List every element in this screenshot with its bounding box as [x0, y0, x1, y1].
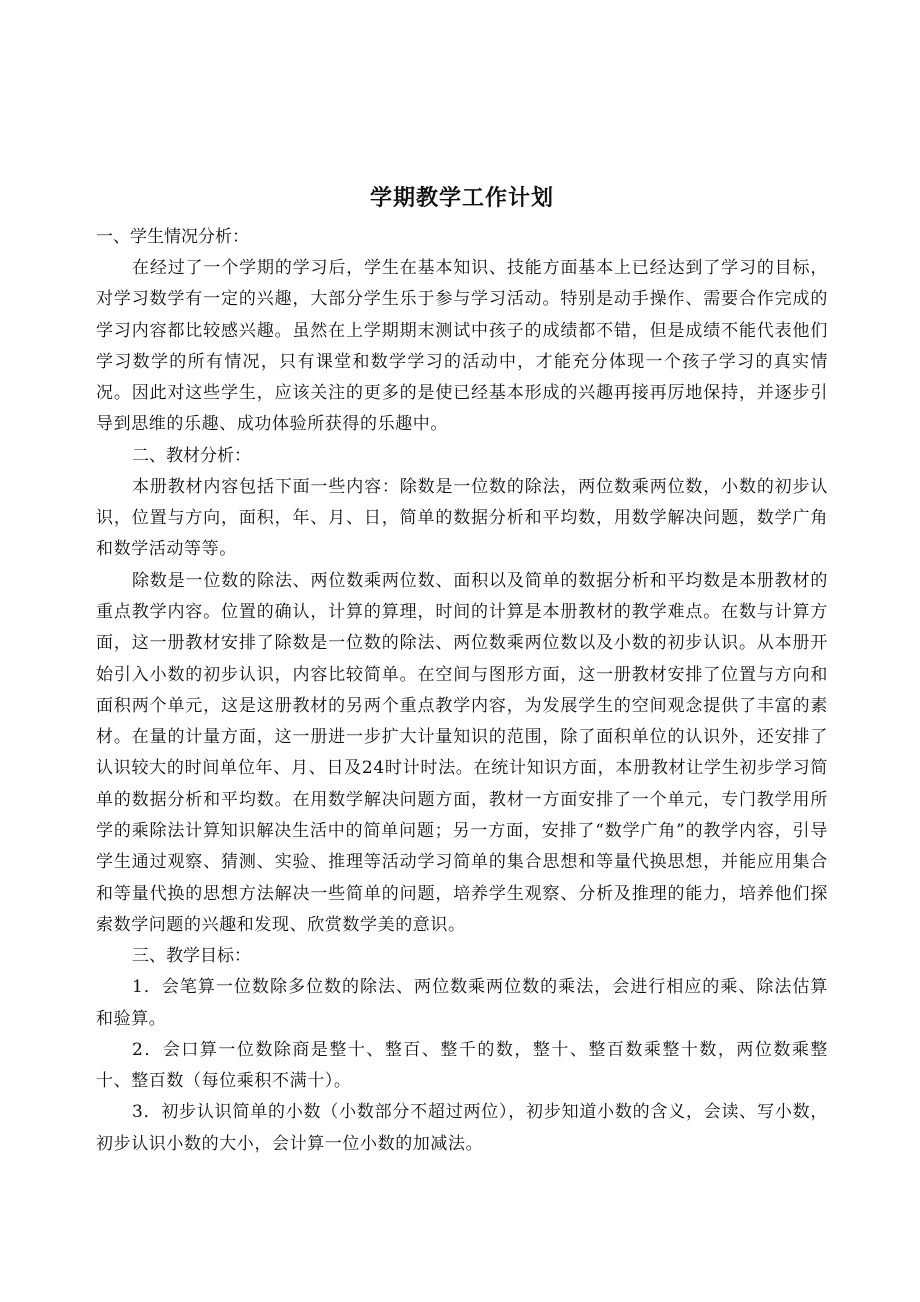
document-page	[96, 178, 828, 1160]
section-heading-teaching-goals: 三、教学目标：	[132, 946, 251, 967]
goal-item: 3．初步认识简单的小数（小数部分不超过两位），初步知道小数的含义，会读、写小数，初步认识小数的大小，会计算一位小数的加减法。	[96, 1102, 828, 1154]
paragraph-student-analysis: 在经过了一个学期的学习后，学生在基本知识、技能方面基本上已经达到了学习的目标，对学习数学有一定的兴趣，大部分学生乐于参与学习活动。特别是动手操作、需要合作完成的学习内容都比较感兴趣。虽然在上学期期末测试中孩子的成绩都不错，但是成绩不能代表他们学习数学的所有情况，只有课堂和数学学习的活动中，才能充分体现一个孩子学习的真实情况。因此对这些学生，应该关注的更多的是使已经基本形成的兴趣再接再厉地保持，并逐步引导到思维的乐趣、成功体验所获得的乐趣中。	[96, 258, 828, 435]
goal-item: 1．会笔算一位数除多位数的除法、两位数乘两位数的乘法，会进行相应的乘、除法估算和验算。	[96, 977, 828, 1029]
section-heading-textbook-analysis: 二、教材分析：	[132, 445, 251, 466]
section-heading-student-analysis: 一、学生情况分析：	[96, 227, 249, 247]
document-title: 学期教学工作计划	[369, 185, 554, 211]
paragraph-textbook-contents: 本册教材内容包括下面一些内容：除数是一位数的除法，两位数乘两位数，小数的初步认识，位置与方向，面积，年、月、日，简单的数据分析和平均数，用数学解决问题，数学广角和数学活动等等。	[96, 476, 828, 560]
paragraph-textbook-focus: 除数是一位数的除法、两位数乘两位数、面积以及简单的数据分析和平均数是本册教材的重点教学内容。位置的确认，计算的算理，时间的计算是本册教材的教学难点。在数与计算方面，这一册教材安排了除数是一位数的除法、两位数乘两位数以及小数的初步认识。从本册开始引入小数的初步认识，内容比较简单。在空间与图形方面，这一册教材安排了位置与方向和面积两个单元，这是这册教材的另两个重点教学内容，为发展学生的空间观念提供了丰富的素材。在量的计量方面，这一册进一步扩大计量知识的范围，除了面积单位的认识外，还安排了认识较大的时间单位年、月、日及24时计时法。在统计知识方面，本册教材让学生初步学习简单的数据分析和平均数。在用数学解决问题方面，教材一方面安排了一个单元，专门教学用所学的乘除法计算知识解决生活中的简单问题；另一方面，安排了“数学广角”的教学内容，引导学生通过观察、猜测、实验、推理等活动学习简单的集合思想和等量代换思想，并能应用集合和等量代换的思想方法解决一些简单的问题，培养学生观察、分析及推理的能力，培养他们探索数学问题的兴趣和发现、欣赏数学美的意识。	[96, 570, 828, 935]
goal-item: 2．会口算一位数除商是整十、整百、整千的数，整十、整百数乘整十数，两位数乘整十、整百数（每位乘积不满十）。	[96, 1039, 828, 1092]
